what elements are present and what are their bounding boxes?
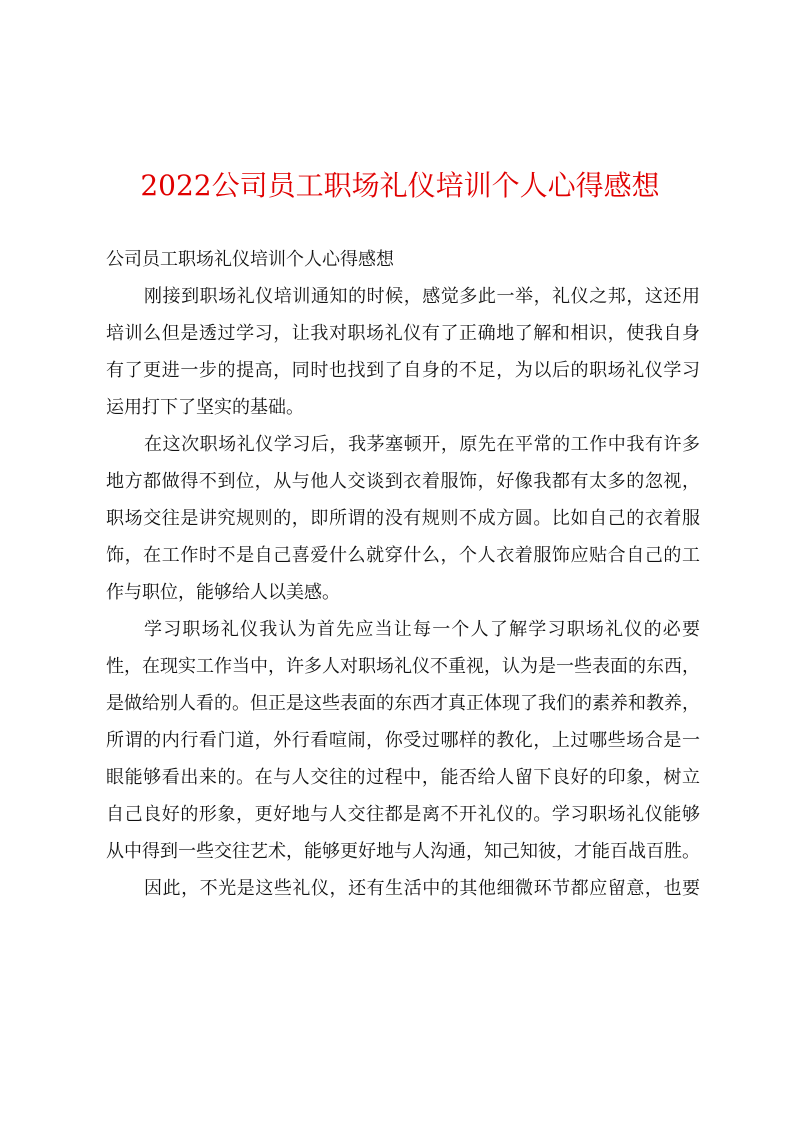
paragraph-3 xyxy=(106,611,700,870)
paragraph-line: 职场交往是讲究规则的，即所谓的没有规则不成方圆。比如自己的衣着服 xyxy=(106,508,700,529)
document-title: 2022公司员工职场礼仪培训个人心得感想 xyxy=(140,169,660,202)
paragraph-line: 从中得到一些交往艺术，能够更好地与人沟通，知己知彼，才能百战百胜。 xyxy=(106,841,700,862)
paragraph-line: 运用打下了坚实的基础。 xyxy=(106,397,304,418)
document-body xyxy=(106,241,700,907)
paragraph-line: 学习职场礼仪我认为首先应当让每一个人了解学习职场礼仪的必要 xyxy=(144,619,700,640)
paragraph-line: 刚接到职场礼仪培训通知的时候，感觉多此一举，礼仪之邦，这还用 xyxy=(144,286,700,307)
paragraph-line: 培训么但是透过学习，让我对职场礼仪有了正确地了解和相识，使我自身 xyxy=(106,323,700,344)
document-subtitle: 公司员工职场礼仪培训个人心得感想 xyxy=(106,249,394,270)
paragraph-4 xyxy=(106,870,700,907)
paragraph-line: 是做给别人看的。但正是这些表面的东西才真正体现了我们的素养和教养， xyxy=(106,693,700,714)
paragraph-line: 有了更进一步的提高，同时也找到了自身的不足，为以后的职场礼仪学习 xyxy=(106,360,700,381)
paragraph-line: 地方都做得不到位，从与他人交谈到衣着服饰，好像我都有太多的忽视， xyxy=(106,471,700,492)
paragraph-2 xyxy=(106,426,700,611)
paragraph-line: 自己良好的形象，更好地与人交往都是离不开礼仪的。学习职场礼仪能够 xyxy=(106,804,700,825)
paragraph-line: 作与职位，能够给人以美感。 xyxy=(106,582,340,603)
paragraph-line: 在这次职场礼仪学习后，我茅塞顿开，原先在平常的工作中我有许多 xyxy=(144,434,700,455)
paragraph-line: 饰，在工作时不是自己喜爱什么就穿什么，个人衣着服饰应贴合自己的工 xyxy=(106,545,700,566)
paragraph-line: 性，在现实工作当中，许多人对职场礼仪不重视，认为是一些表面的东西， xyxy=(106,656,700,677)
paragraph-line: 因此，不光是这些礼仪，还有生活中的其他细微环节都应留意，也要 xyxy=(144,878,700,899)
paragraph-line: 眼能够看出来的。在与人交往的过程中，能否给人留下良好的印象，树立 xyxy=(106,767,700,788)
paragraph-line: 所谓的内行看门道，外行看喧闹，你受过哪样的教化，上过哪些场合是一 xyxy=(106,730,700,751)
paragraph-1 xyxy=(106,278,700,426)
